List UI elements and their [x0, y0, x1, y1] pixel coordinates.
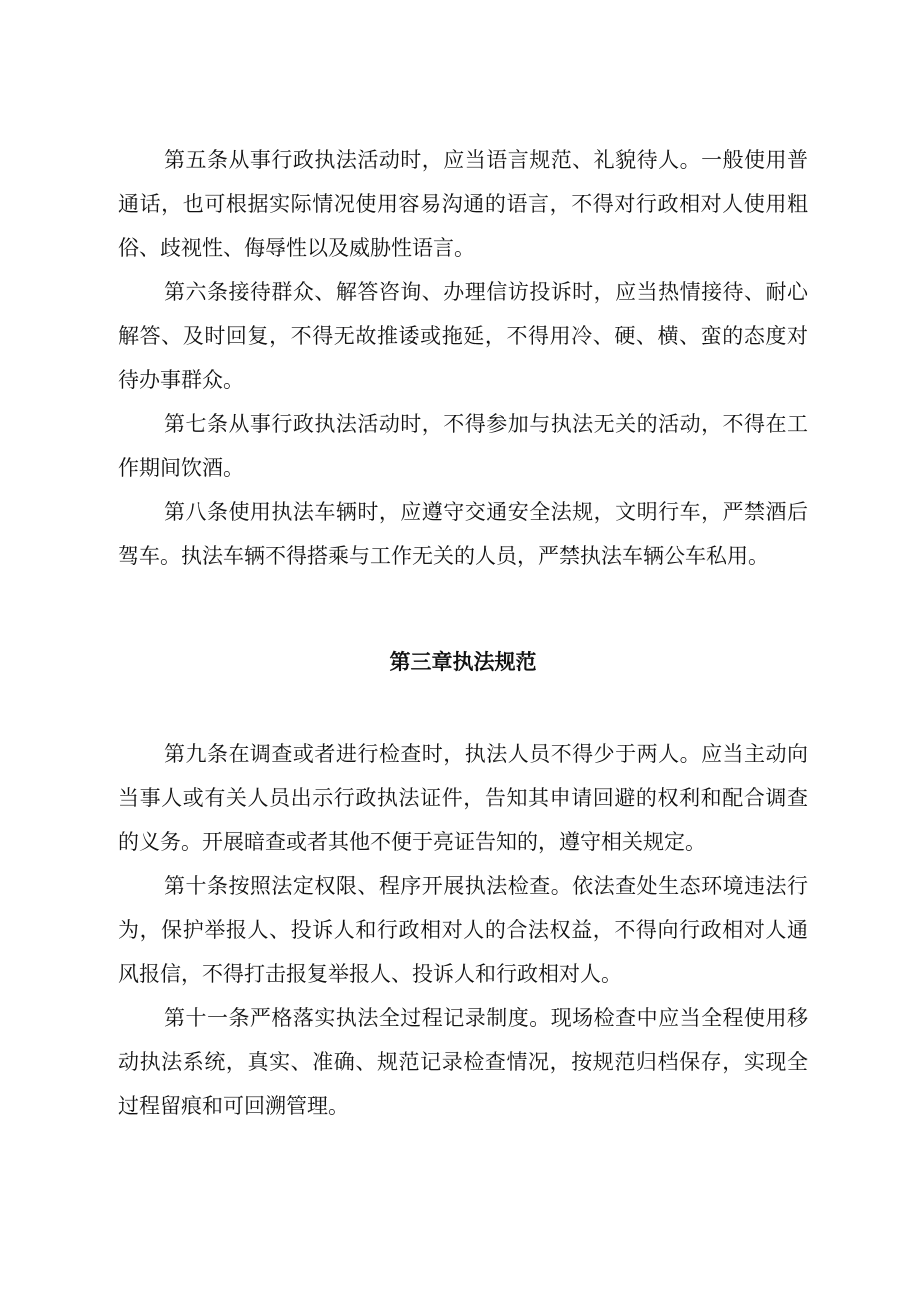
- article-11-paragraph: 第十一条严格落实执法全过程记录制度。现场检查中应当全程使用移动执法系统，真实、准确、规范记录检查情况，按规范归档保存，实现全过程留痕和可回溯管理。: [118, 1006, 808, 1118]
- article-6-paragraph: 第六条接待群众、解答咨询、办理信访投诉时，应当热情接待、耐心解答、及时回复，不得无故推诿或拖延，不得用冷、硬、横、蛮的态度对待办事群众。: [118, 280, 808, 392]
- chapter-title: 第三章执法规范: [389, 649, 537, 674]
- article-8-paragraph: 第八条使用执法车辆时，应遵守交通安全法规，文明行车，严禁酒后驾车。执法车辆不得搭乘与工作无关的人员，严禁执法车辆公车私用。: [118, 500, 808, 568]
- chapter-spacer: [118, 578, 808, 640]
- article-5-paragraph: 第五条从事行政执法活动时，应当语言规范、礼貌待人。一般使用普通话，也可根据实际情况使用容易沟通的语言，不得对行政相对人使用粗俗、歧视性、侮辱性以及威胁性语言。: [118, 148, 808, 260]
- article-9-paragraph: 第九条在调查或者进行检查时，执法人员不得少于两人。应当主动向当事人或有关人员出示行政执法证件，告知其申请回避的权利和配合调查的义务。开展暗查或者其他不便于亮证告知的，遵守相关规定。: [118, 742, 808, 854]
- article-10-paragraph: 第十条按照法定权限、程序开展执法检查。依法查处生态环境违法行为，保护举报人、投诉人和行政相对人的合法权益，不得向行政相对人通风报信，不得打击报复举报人、投诉人和行政相对人。: [118, 874, 808, 986]
- document-body: [118, 138, 808, 1128]
- article-7-paragraph: 第七条从事行政执法活动时，不得参加与执法无关的活动，不得在工作期间饮酒。: [118, 412, 808, 480]
